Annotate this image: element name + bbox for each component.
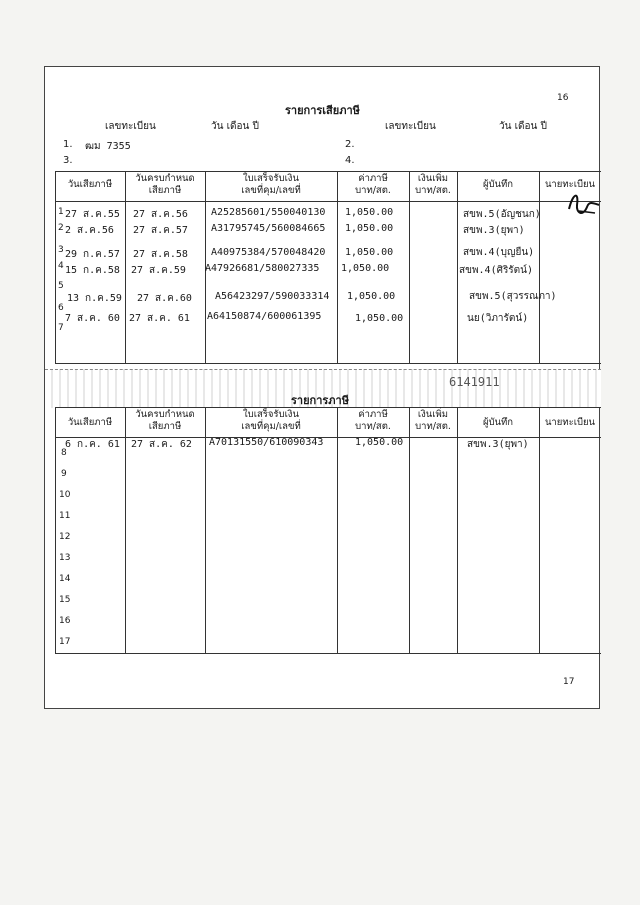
section1-title: รายการเสียภาษี (285, 104, 360, 117)
t1-header-surcharge: เงินเพิ่ม บาท/สต. (415, 173, 451, 196)
recorder-cell: สขพ.3(ยุพา) (467, 439, 529, 450)
tax-cell: 1,050.00 (345, 247, 394, 258)
t2-header-registrar: นายทะเบียน (544, 417, 596, 428)
recorder-cell: สขพ.4(บุญยืน) (463, 247, 535, 258)
tax-cell: 1,050.00 (355, 437, 404, 448)
reg-entry-num-2: 2. (345, 139, 355, 150)
due-date-cell: 27 ส.ค.59 (131, 265, 186, 276)
page-number-top: 16 (557, 93, 569, 103)
reg-label-right: เลขทะเบียน (385, 121, 436, 132)
receipt-cell: A31795745/560084665 (211, 223, 326, 234)
tax-cell: 1,050.00 (347, 291, 396, 302)
receipt-cell: A40975384/570048420 (211, 247, 326, 258)
t2-header-due-date: วันครบกำหนด เสียภาษี (135, 409, 195, 432)
t1-header-registrar: นายทะเบียน (544, 179, 596, 190)
tax-cell: 1,050.00 (345, 207, 394, 218)
reg-date-left: วัน เดือน ปี (211, 121, 259, 132)
tax-date-cell: 7 ส.ค. 60 (65, 313, 120, 324)
row-number: 1 (58, 207, 64, 217)
t2-row-number-16: 16 (59, 616, 71, 626)
row-number: 6 (58, 303, 64, 313)
row-number: 2 (58, 223, 64, 233)
reg-entry-num-1: 1. (63, 139, 73, 150)
tax-date-cell: 6 ก.ค. 61 (65, 439, 120, 450)
registrar-signature-icon (565, 187, 601, 223)
receipt-cell: A47926681/580027335 (205, 263, 320, 274)
t2-header-receipt: ใบเสร็จรับเงิน เลขที่คุม/เลขที่ (241, 409, 301, 432)
due-date-cell: 27 ส.ค.60 (137, 293, 192, 304)
t2-row-number-9: 9 (61, 469, 67, 479)
reg-entry-num-4: 4. (345, 155, 355, 166)
tax-date-cell: 29 ก.ค.57 (65, 249, 120, 260)
row-number: 4 (58, 261, 64, 271)
row-number: 3 (58, 245, 64, 255)
t2-row-number-13: 13 (59, 553, 71, 563)
t2-header-tax: ค่าภาษี บาท/สต. (355, 409, 391, 432)
tax-date-cell: 2 ส.ค.56 (65, 225, 114, 236)
tax-cell: 1,050.00 (345, 223, 394, 234)
t2-header-recorder: ผู้บันทึก (482, 417, 514, 428)
due-date-cell: 27 ส.ค.57 (133, 225, 188, 236)
t1-header-recorder: ผู้บันทึก (482, 179, 514, 190)
recorder-cell: สขพ.5(สุวรรณภา) (469, 291, 557, 302)
reg-date-right: วัน เดือน ปี (499, 121, 547, 132)
receipt-cell: A70131550/610090343 (209, 437, 324, 448)
reg-label-left: เลขทะเบียน (105, 121, 156, 132)
due-date-cell: 27 ส.ค.56 (133, 209, 188, 220)
tear-number: 6141911 (449, 375, 500, 389)
recorder-cell: นย(วิภารัตน์) (467, 313, 529, 324)
receipt-cell: A56423297/590033314 (215, 291, 330, 302)
due-date-cell: 27 ส.ค. 62 (131, 439, 192, 450)
reg-entry-num-3: 3. (63, 155, 73, 166)
row-number: 7 (58, 323, 64, 333)
t2-row-number-8: 8 (61, 448, 67, 458)
receipt-cell: A64150874/600061395 (207, 311, 322, 322)
recorder-cell: สขพ.3(ยุพา) (463, 225, 525, 236)
t2-row-number-11: 11 (59, 511, 71, 521)
section2-title: รายการภาษี (291, 394, 349, 407)
t1-header-tax: ค่าภาษี บาท/สต. (355, 173, 391, 196)
t2-row-number-14: 14 (59, 574, 71, 584)
t2-row-number-17: 17 (59, 637, 71, 647)
due-date-cell: 27 ส.ค.58 (133, 249, 188, 260)
receipt-cell: A25285601/550040130 (211, 207, 326, 218)
t2-row-number-10: 10 (59, 490, 71, 500)
row-number: 5 (58, 281, 64, 291)
reg-entry-value-1: ฒม 7355 (85, 141, 131, 152)
tax-cell: 1,050.00 (355, 313, 404, 324)
t2-header-tax-date: วันเสียภาษี (67, 417, 113, 428)
t1-header-tax-date: วันเสียภาษี (67, 179, 113, 190)
recorder-cell: สขพ.4(ศิริรัตน์) (459, 265, 534, 276)
t2-header-surcharge: เงินเพิ่ม บาท/สต. (415, 409, 451, 432)
tax-date-cell: 13 ก.ค.59 (67, 293, 122, 304)
t2-row-number-12: 12 (59, 532, 71, 542)
tax-date-cell: 15 ก.ค.58 (65, 265, 120, 276)
t1-header-due-date: วันครบกำหนด เสียภาษี (135, 173, 195, 196)
t1-header-receipt: ใบเสร็จรับเงิน เลขที่คุม/เลขที่ (241, 173, 301, 196)
page-number-bottom: 17 (563, 677, 575, 687)
tax-record-sheet (44, 66, 600, 709)
tax-cell: 1,050.00 (341, 263, 390, 274)
t2-row-number-15: 15 (59, 595, 71, 605)
recorder-cell: สขพ.5(อัญชนก) (463, 209, 541, 220)
tax-date-cell: 27 ส.ค.55 (65, 209, 120, 220)
due-date-cell: 27 ส.ค. 61 (129, 313, 190, 324)
